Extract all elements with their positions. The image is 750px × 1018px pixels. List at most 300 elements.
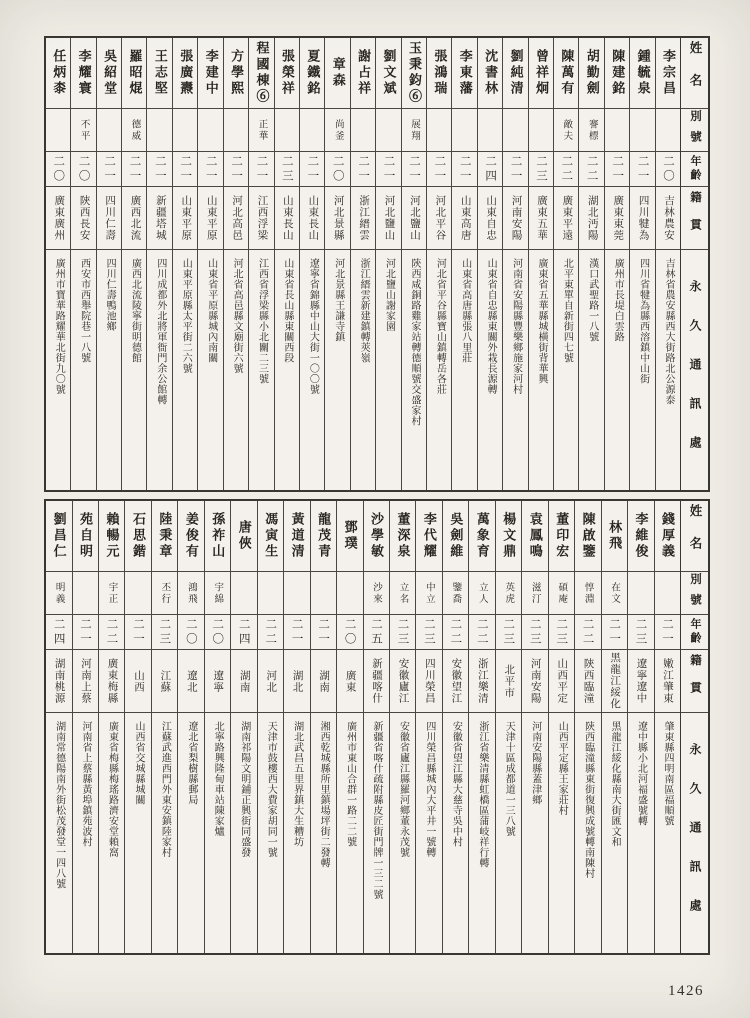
person-address: 廣州市寶華路耀華北街九〇號 bbox=[53, 258, 65, 395]
person-native-place: 湖北 bbox=[284, 650, 309, 713]
person-column bbox=[655, 38, 680, 490]
person-alias bbox=[275, 109, 299, 152]
person-address: 河北省高邑縣文廟街六號 bbox=[231, 258, 243, 374]
person-name: 張榮祥 bbox=[275, 38, 299, 109]
person-native-place: 湖南 bbox=[231, 650, 256, 713]
person-column bbox=[177, 501, 203, 953]
person-address: 安徽省廬江縣羅河鄉董永茂號 bbox=[397, 721, 409, 858]
person-alias bbox=[337, 572, 362, 615]
person-native-place: 湖北沔陽 bbox=[579, 187, 603, 250]
person-native-place: 廣東東莞 bbox=[605, 187, 629, 250]
person-native-place: 河北高邑 bbox=[224, 187, 248, 250]
person-name: 謝占祥 bbox=[351, 38, 375, 109]
person-alias bbox=[258, 572, 283, 615]
person-column bbox=[124, 501, 150, 953]
person-alias: 謇標 bbox=[579, 109, 603, 152]
person-column bbox=[70, 38, 95, 490]
person-alias bbox=[376, 109, 400, 152]
person-name: 程國棟⑥ bbox=[249, 38, 273, 109]
person-column bbox=[46, 38, 70, 490]
person-native-place: 陝西長安 bbox=[71, 187, 95, 250]
person-alias: 宇綿 bbox=[205, 572, 230, 615]
person-age: 二二 bbox=[469, 615, 494, 650]
person-name: 林飛 bbox=[602, 501, 627, 572]
person-name: 董深泉 bbox=[390, 501, 415, 572]
person-name: 龍茂青 bbox=[311, 501, 336, 572]
person-native-place: 嫩江肇東 bbox=[655, 650, 680, 713]
person-alias bbox=[173, 109, 197, 152]
person-age: 二四 bbox=[478, 152, 502, 187]
person-address: 河北省平谷縣寶山鎮轉岳各莊 bbox=[434, 258, 446, 395]
person-address: 湘西乾城縣所里鎮場坪街二發轉 bbox=[318, 721, 330, 868]
person-native-place: 新疆喀什 bbox=[364, 650, 389, 713]
roster-table-top bbox=[44, 36, 710, 492]
person-native-place: 浙江樂清 bbox=[469, 650, 494, 713]
person-age: 二一 bbox=[605, 152, 629, 187]
person-column bbox=[389, 501, 415, 953]
person-age: 二二 bbox=[99, 615, 124, 650]
person-age: 二〇 bbox=[656, 152, 680, 187]
person-address: 廣州市東山合群一路二二號 bbox=[344, 721, 356, 847]
person-column bbox=[324, 38, 349, 490]
person-column bbox=[96, 38, 121, 490]
person-column bbox=[426, 38, 451, 490]
person-alias: 丕行 bbox=[152, 572, 177, 615]
person-name: 姜俊有 bbox=[178, 501, 203, 572]
person-native-place: 山東自忠 bbox=[478, 187, 502, 250]
person-alias: 鴻飛 bbox=[178, 572, 203, 615]
person-address: 廣東省梅縣梅瑤路濟安堂賴窩 bbox=[106, 721, 118, 858]
person-name: 馮寅生 bbox=[258, 501, 283, 572]
person-alias: 中立 bbox=[416, 572, 441, 615]
person-native-place: 山西 bbox=[125, 650, 150, 713]
person-column bbox=[98, 501, 124, 953]
person-column bbox=[299, 38, 324, 490]
person-age: 二三 bbox=[522, 615, 547, 650]
person-alias bbox=[452, 109, 476, 152]
person-name: 夏鐵銘 bbox=[300, 38, 324, 109]
person-column bbox=[197, 38, 222, 490]
person-address: 四川省犍為縣西溶鎮中山街 bbox=[637, 258, 649, 384]
person-address: 山西平定縣王家莊村 bbox=[556, 721, 568, 816]
person-native-place: 山西平定 bbox=[549, 650, 574, 713]
person-name: 沈書林 bbox=[478, 38, 502, 109]
person-age: 二〇 bbox=[71, 152, 95, 187]
person-alias: 英虎 bbox=[496, 572, 521, 615]
person-column bbox=[521, 501, 547, 953]
person-address: 山東省高唐縣張八里莊 bbox=[459, 258, 471, 363]
header-alias: 別號 bbox=[681, 572, 708, 615]
person-age: 二二 bbox=[258, 615, 283, 650]
person-alias: 明義 bbox=[46, 572, 71, 615]
person-name: 黃道清 bbox=[284, 501, 309, 572]
person-column bbox=[442, 501, 468, 953]
person-native-place: 山東平原 bbox=[198, 187, 222, 250]
person-name: 劉純清 bbox=[503, 38, 527, 109]
person-address: 遼北省梨樹縣郵局 bbox=[185, 721, 197, 805]
person-name: 鍾毓泉 bbox=[630, 38, 654, 109]
person-age: 二一 bbox=[402, 152, 426, 187]
person-address: 湖南祁陽文明鋪正興街同盛發 bbox=[238, 721, 250, 858]
person-name: 袁鳳鳴 bbox=[522, 501, 547, 572]
person-age: 二四 bbox=[231, 615, 256, 650]
person-native-place: 河南上蔡 bbox=[73, 650, 98, 713]
person-age: 二一 bbox=[311, 615, 336, 650]
person-address: 江蘇武進西門外東安鎮陸家村 bbox=[159, 721, 171, 858]
person-name: 吳紹堂 bbox=[97, 38, 121, 109]
header-native: 籍貫 bbox=[681, 650, 708, 713]
person-native-place: 河南安陽 bbox=[522, 650, 547, 713]
person-age: 二一 bbox=[284, 615, 309, 650]
person-column bbox=[401, 38, 426, 490]
person-alias: 碩庵 bbox=[549, 572, 574, 615]
person-name: 劉文斌 bbox=[376, 38, 400, 109]
person-age: 二一 bbox=[452, 152, 476, 187]
person-alias: 在文 bbox=[602, 572, 627, 615]
person-age: 二三 bbox=[496, 615, 521, 650]
person-alias bbox=[529, 109, 553, 152]
person-native-place: 湖南桃源 bbox=[46, 650, 71, 713]
person-alias: 立人 bbox=[469, 572, 494, 615]
person-address: 河北景縣王謙寺鎮 bbox=[332, 258, 344, 342]
person-address: 廣東省五華縣城橫街背華興 bbox=[535, 258, 547, 384]
person-address: 四川榮昌縣城內大平井一號轉 bbox=[423, 721, 435, 858]
person-column bbox=[604, 38, 629, 490]
person-alias bbox=[605, 109, 629, 152]
person-alias: 惇淵 bbox=[575, 572, 600, 615]
person-name: 李代耀 bbox=[416, 501, 441, 572]
person-address: 漢口武聖路一八號 bbox=[586, 258, 598, 342]
person-alias bbox=[125, 572, 150, 615]
header-address: 永久通訊處 bbox=[688, 279, 702, 475]
person-name: 董印宏 bbox=[549, 501, 574, 572]
person-address: 山西省交城縣城關 bbox=[132, 721, 144, 805]
person-native-place: 吉林農安 bbox=[656, 187, 680, 250]
person-address: 天津十區成都道一三八號 bbox=[503, 721, 515, 837]
person-address: 江西省浮梁縣小北關二三號 bbox=[256, 258, 268, 384]
person-alias bbox=[427, 109, 451, 152]
person-address: 河南省上蔡縣黃埠鎮苑波村 bbox=[80, 721, 92, 847]
person-age: 二一 bbox=[73, 615, 98, 650]
person-name: 陳啟鑒 bbox=[575, 501, 600, 572]
person-name: 鄧璞 bbox=[337, 501, 362, 572]
person-name: 李東藩 bbox=[452, 38, 476, 109]
person-native-place: 四川犍為 bbox=[630, 187, 654, 250]
header-name: 姓名 bbox=[681, 38, 708, 109]
person-address: 安徽省望江縣大慈寺吳中村 bbox=[450, 721, 462, 847]
person-address: 山東省長山縣東關西段 bbox=[281, 258, 293, 363]
person-age: 二〇 bbox=[337, 615, 362, 650]
person-alias bbox=[97, 109, 121, 152]
person-native-place: 新疆塔城 bbox=[147, 187, 171, 250]
person-native-place: 黑龍江綏化 bbox=[602, 650, 627, 713]
person-native-place: 江蘇 bbox=[152, 650, 177, 713]
person-name: 賴暢元 bbox=[99, 501, 124, 572]
person-native-place: 河北鹽山 bbox=[402, 187, 426, 250]
person-native-place: 廣東梅縣 bbox=[99, 650, 124, 713]
person-age: 二三 bbox=[628, 615, 653, 650]
person-native-place: 北平市 bbox=[496, 650, 521, 713]
person-name: 唐俠 bbox=[231, 501, 256, 572]
person-native-place: 廣東五華 bbox=[529, 187, 553, 250]
person-alias: 鑒喬 bbox=[443, 572, 468, 615]
person-name: 沙學敏 bbox=[364, 501, 389, 572]
header-alias: 別號 bbox=[681, 109, 708, 152]
person-name: 苑自明 bbox=[73, 501, 98, 572]
person-age: 二二 bbox=[579, 152, 603, 187]
person-name: 張廣燾 bbox=[173, 38, 197, 109]
person-age: 二二 bbox=[575, 615, 600, 650]
person-native-place: 廣東平遠 bbox=[554, 187, 578, 250]
person-address: 黑龍江綏化縣南大街匯文和 bbox=[609, 721, 621, 847]
header-column bbox=[680, 38, 708, 490]
person-name: 楊文鼎 bbox=[496, 501, 521, 572]
header-age: 年齡 bbox=[681, 615, 708, 650]
person-age: 二一 bbox=[351, 152, 375, 187]
person-age: 二〇 bbox=[178, 615, 203, 650]
person-column bbox=[257, 501, 283, 953]
person-address: 廣西北流陵寧街明德館 bbox=[129, 258, 141, 363]
person-address: 肇東縣四明南區福順號 bbox=[662, 721, 673, 826]
person-address: 吉林省農安縣西大街路北公源泰 bbox=[663, 258, 674, 405]
person-address: 山東省平原縣城內南關 bbox=[205, 258, 217, 363]
person-address: 遼中縣小北河福盛號轉 bbox=[635, 721, 647, 826]
person-alias: 滋汀 bbox=[522, 572, 547, 615]
person-column bbox=[172, 38, 197, 490]
person-column bbox=[654, 501, 680, 953]
person-address: 四川仁壽鴨池鄉 bbox=[104, 258, 116, 332]
person-name: 王志堅 bbox=[147, 38, 171, 109]
person-column bbox=[350, 38, 375, 490]
person-column bbox=[151, 501, 177, 953]
person-age: 二一 bbox=[224, 152, 248, 187]
person-age: 二一 bbox=[249, 152, 273, 187]
person-alias bbox=[655, 572, 680, 615]
person-age: 二三 bbox=[275, 152, 299, 187]
person-name: 劉昌仁 bbox=[46, 501, 71, 572]
person-column bbox=[204, 501, 230, 953]
person-native-place: 安徽廬江 bbox=[390, 650, 415, 713]
person-column bbox=[548, 501, 574, 953]
person-address: 河南安陽縣蓋津鄉 bbox=[529, 721, 541, 805]
person-alias: 宇正 bbox=[99, 572, 124, 615]
person-age: 二一 bbox=[198, 152, 222, 187]
person-native-place: 遼寧遼中 bbox=[628, 650, 653, 713]
person-alias bbox=[656, 109, 680, 152]
person-age: 二〇 bbox=[325, 152, 349, 187]
person-name: 曾祥炯 bbox=[529, 38, 553, 109]
person-age: 二五 bbox=[364, 615, 389, 650]
person-name: 李建中 bbox=[198, 38, 222, 109]
person-address: 天津市鼓樓西大費家胡同一號 bbox=[265, 721, 277, 858]
header-name: 姓名 bbox=[681, 501, 708, 572]
person-column bbox=[310, 501, 336, 953]
person-native-place: 廣東 bbox=[337, 650, 362, 713]
person-alias bbox=[311, 572, 336, 615]
person-native-place: 山東長山 bbox=[300, 187, 324, 250]
person-address: 浙江省樂清縣虹橋區蒲岐祥行轉 bbox=[476, 721, 488, 868]
person-column bbox=[553, 38, 578, 490]
person-address: 浙江縉雲新建鎮轉莢嶺 bbox=[358, 258, 370, 363]
person-address: 山東省自忠縣東關外栽長源轉 bbox=[485, 258, 497, 395]
person-age: 二〇 bbox=[205, 615, 230, 650]
person-native-place: 廣西北流 bbox=[122, 187, 146, 250]
person-column bbox=[528, 38, 553, 490]
header-address: 永久通訊處 bbox=[688, 742, 702, 938]
person-address: 陝西咸銅路雞家站轉德順號交盛家村 bbox=[408, 258, 420, 426]
person-address: 北寧路興隆甸車站陳家爐 bbox=[212, 721, 224, 837]
person-age: 二一 bbox=[122, 152, 146, 187]
person-name: 張鴻瑞 bbox=[427, 38, 451, 109]
person-name: 任炳桼 bbox=[46, 38, 70, 109]
person-native-place: 河北鹽山 bbox=[376, 187, 400, 250]
person-alias: 敵夫 bbox=[554, 109, 578, 152]
person-native-place: 湖南 bbox=[311, 650, 336, 713]
person-alias bbox=[224, 109, 248, 152]
person-native-place: 江西浮梁 bbox=[249, 187, 273, 250]
person-alias bbox=[630, 109, 654, 152]
person-age: 二一 bbox=[503, 152, 527, 187]
person-column bbox=[230, 501, 256, 953]
person-column bbox=[574, 501, 600, 953]
person-column bbox=[375, 38, 400, 490]
person-native-place: 山東長山 bbox=[275, 187, 299, 250]
person-native-place: 陝西臨潼 bbox=[575, 650, 600, 713]
person-address: 河北鹽山謝家園 bbox=[383, 258, 395, 332]
person-native-place: 四川榮昌 bbox=[416, 650, 441, 713]
person-alias bbox=[147, 109, 171, 152]
person-name: 羅昭焜 bbox=[122, 38, 146, 109]
person-name: 孫祚山 bbox=[205, 501, 230, 572]
person-age: 二一 bbox=[173, 152, 197, 187]
person-native-place: 浙江縉雲 bbox=[351, 187, 375, 250]
person-address: 山東平原縣太平街二六號 bbox=[180, 258, 192, 374]
person-name: 錢厚義 bbox=[655, 501, 680, 572]
person-column bbox=[451, 38, 476, 490]
person-name: 方學熙 bbox=[224, 38, 248, 109]
person-column bbox=[477, 38, 502, 490]
person-address: 西安市西舉院巷一八號 bbox=[78, 258, 90, 363]
person-native-place: 安徽望江 bbox=[443, 650, 468, 713]
person-name: 李宗昌 bbox=[656, 38, 680, 109]
person-column bbox=[578, 38, 603, 490]
person-age: 二二 bbox=[443, 615, 468, 650]
header-column bbox=[680, 501, 708, 953]
person-name: 陳萬有 bbox=[554, 38, 578, 109]
person-column bbox=[72, 501, 98, 953]
person-alias bbox=[284, 572, 309, 615]
person-address: 湖北武昌五里界鎮大生糟坊 bbox=[291, 721, 303, 847]
person-address: 陝西臨潼縣東街復興成號轉南陳村 bbox=[582, 721, 594, 879]
person-alias: 立名 bbox=[390, 572, 415, 615]
person-alias: 沙來 bbox=[364, 572, 389, 615]
person-native-place: 山東平原 bbox=[173, 187, 197, 250]
person-alias bbox=[231, 572, 256, 615]
person-native-place: 遼寧 bbox=[205, 650, 230, 713]
person-age: 二三 bbox=[390, 615, 415, 650]
person-age: 二三 bbox=[529, 152, 553, 187]
person-name: 胡勤劍 bbox=[579, 38, 603, 109]
person-name: 吳劍維 bbox=[443, 501, 468, 572]
person-alias bbox=[478, 109, 502, 152]
person-native-place: 四川仁壽 bbox=[97, 187, 121, 250]
person-column bbox=[336, 501, 362, 953]
person-column bbox=[415, 501, 441, 953]
person-address: 北平東單自新街四七號 bbox=[561, 258, 573, 363]
person-column bbox=[274, 38, 299, 490]
person-alias bbox=[46, 109, 70, 152]
person-alias bbox=[351, 109, 375, 152]
person-native-place: 河北平谷 bbox=[427, 187, 451, 250]
person-address: 新疆省喀什疏附縣皮匠街門牌一三二號 bbox=[371, 721, 383, 900]
person-column bbox=[468, 501, 494, 953]
person-alias: 尚釜 bbox=[325, 109, 349, 152]
person-age: 二一 bbox=[602, 615, 627, 650]
person-column bbox=[146, 38, 171, 490]
person-alias: 不平 bbox=[71, 109, 95, 152]
person-age: 二三 bbox=[152, 615, 177, 650]
person-age: 二一 bbox=[125, 615, 150, 650]
person-column bbox=[46, 501, 71, 953]
person-age: 二四 bbox=[46, 615, 71, 650]
person-column bbox=[223, 38, 248, 490]
person-name: 陸秉章 bbox=[152, 501, 177, 572]
person-address: 河南省安陽縣豐樂鄉施家河村 bbox=[510, 258, 522, 395]
person-age: 二一 bbox=[376, 152, 400, 187]
person-name: 萬象育 bbox=[469, 501, 494, 572]
person-age: 二〇 bbox=[46, 152, 70, 187]
person-address: 遼寧省錦縣中山大街一〇〇號 bbox=[307, 258, 319, 395]
person-column bbox=[121, 38, 146, 490]
person-name: 石思鍇 bbox=[125, 501, 150, 572]
person-alias: 正華 bbox=[249, 109, 273, 152]
person-native-place: 河南安陽 bbox=[503, 187, 527, 250]
person-native-place: 山東高唐 bbox=[452, 187, 476, 250]
page-number: 1426 bbox=[668, 983, 704, 999]
person-address: 湖南常德陽南外街松茂發堂一四八號 bbox=[53, 721, 65, 889]
person-name: 章森 bbox=[325, 38, 349, 109]
person-age: 二一 bbox=[300, 152, 324, 187]
person-name: 李維俊 bbox=[628, 501, 653, 572]
person-column bbox=[627, 501, 653, 953]
person-age: 二一 bbox=[427, 152, 451, 187]
person-column bbox=[601, 501, 627, 953]
person-native-place: 河北 bbox=[258, 650, 283, 713]
person-name: 陳建銘 bbox=[605, 38, 629, 109]
person-age: 二一 bbox=[655, 615, 680, 650]
person-alias bbox=[198, 109, 222, 152]
person-column bbox=[629, 38, 654, 490]
person-column bbox=[495, 501, 521, 953]
person-alias bbox=[628, 572, 653, 615]
person-alias: 德威 bbox=[122, 109, 146, 152]
person-address: 廣州市長堤白雲路 bbox=[612, 258, 624, 342]
person-age: 二二 bbox=[554, 152, 578, 187]
person-native-place: 遼北 bbox=[178, 650, 203, 713]
person-name: 玉秉鈞⑥ bbox=[402, 38, 426, 109]
person-alias bbox=[73, 572, 98, 615]
person-column bbox=[502, 38, 527, 490]
person-alias bbox=[503, 109, 527, 152]
roster-table-bottom bbox=[44, 499, 710, 955]
person-native-place: 廣東廣州 bbox=[46, 187, 70, 250]
person-native-place: 河北景縣 bbox=[325, 187, 349, 250]
person-column bbox=[248, 38, 273, 490]
person-alias: 展翔 bbox=[402, 109, 426, 152]
person-address: 四川成都外北將軍衙門余公館轉 bbox=[154, 258, 166, 405]
person-age: 二一 bbox=[147, 152, 171, 187]
person-alias bbox=[300, 109, 324, 152]
